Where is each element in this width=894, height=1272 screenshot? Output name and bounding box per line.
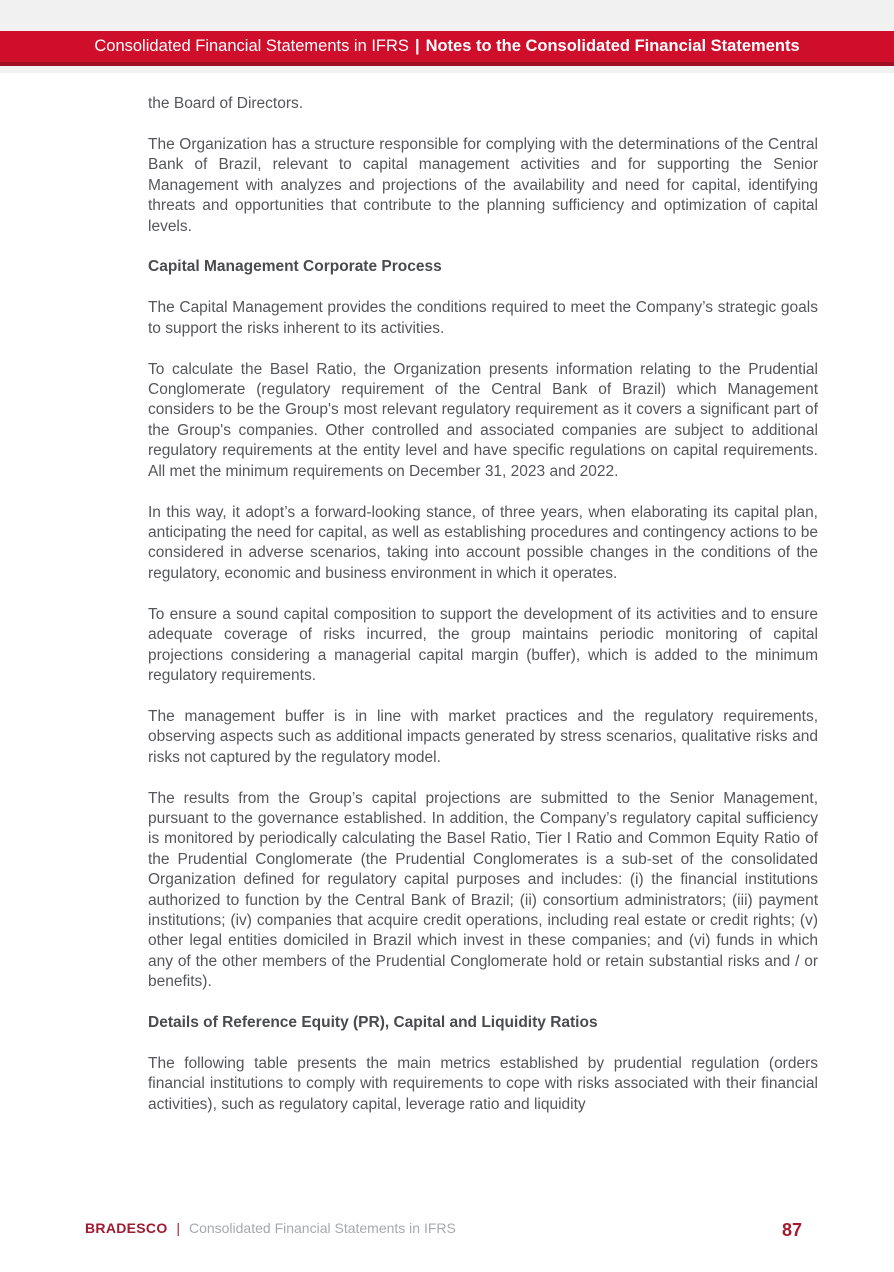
brand-name: BRADESCO: [85, 1220, 168, 1236]
paragraph-board-of-directors: the Board of Directors.: [148, 95, 304, 112]
paragraph-forward-looking-stance: In this way, it adopt’s a forward-looking stance, of three years, when elaborating its capital plan, anticipating the need for capital, as well as establishing procedures and contingency actions to be considered in adverse scenarios, taking into account possible changes in the conditions of the regulatory, economic and business environment in which it operates.: [148, 503, 818, 582]
paragraph-organization-structure: The Organization has a structure responsible for complying with the determinations of the Central Bank of Brazil, relevant to capital management activities and for supporting the Senior Management with analyzes and projections of the availability and need for capital, identifying threats and opportunities that contribute to the planning sufficiency and optimization of capital levels.: [148, 135, 818, 235]
paragraph-following-table: The following table presents the main metrics established by prudential regulation (orders financial institutions to comply with requirements to cope with risks associated with their financial activities), such as regulatory capital, leverage ratio and liquidity: [148, 1055, 818, 1113]
section-heading-reference-equity: Details of Reference Equity (PR), Capital and Liquidity Ratios: [148, 1014, 598, 1032]
page-footer: [0, 1208, 894, 1272]
page-header-banner: [0, 31, 894, 66]
header-title-bold: Notes to the Consolidated Financial Statements: [425, 37, 800, 55]
header-title-regular: Consolidated Financial Statements in IFRS: [94, 37, 409, 55]
document-body: [0, 73, 894, 1115]
paragraph-basel-ratio: To calculate the Basel Ratio, the Organization presents information relating to the Prudential Conglomerate (regulatory requirement of the Central Bank of Brazil) which Management considers to be the Group's most relevant regulatory requirement as it covers a significant part of the Group's companies. Other controlled and associated companies are subject to additional regulatory requirements at the entity level and have specific regulations on capital requirements. All met the minimum requirements on December 31, 2023 and 2022.: [148, 360, 818, 480]
top-margin-strip: [0, 0, 894, 31]
footer-separator: |: [176, 1220, 181, 1236]
paragraph-management-buffer: The management buffer is in line with market practices and the regulatory requirements, observing aspects such as additional impacts generated by stress scenarios, qualitative risks and risks not captured by the regulatory model.: [148, 707, 818, 766]
section-heading-capital-management: Capital Management Corporate Process: [148, 258, 442, 276]
header-title-separator: |: [414, 37, 420, 55]
page-number: 87: [781, 1220, 802, 1240]
paragraph-sound-capital-composition: To ensure a sound capital composition to support the development of its activities and to ensure adequate coverage of risks incurred, the group maintains periodic monitoring of capital projections considering a managerial capital margin (buffer), which is added to the minimum regulatory requirements.: [148, 605, 818, 684]
paragraph-capital-management-provides: The Capital Management provides the conditions required to meet the Company’s strategic goals to support the risks inherent to its activities.: [148, 299, 818, 337]
below-banner-strip: [0, 66, 894, 73]
footer-left: [85, 1220, 456, 1236]
paragraph-capital-projections-results: The results from the Group’s capital projections are submitted to the Senior Management, pursuant to the governance established. In addition, the Company’s regulatory capital sufficiency is monitored by periodically calculating the Basel Ratio, Tier I Ratio and Common Equity Ratio of the Prudential Conglomerate (the Prudential Conglomerates is a sub-set of the consolidated Organization defined for regulatory capital purposes and includes: (i) the financial institutions authorized to function by the Central Bank of Brazil; (ii) consortium administrators; (iii) payment institutions; (iv) companies that acquire credit operations, including real estate or credit rights; (v) other legal entities domiciled in Brazil which invest in these companies; and (vi) funds in which any of the other members of the Prudential Conglomerate hold or retain substantial risks and / or benefits).: [148, 789, 818, 991]
footer-document-label: Consolidated Financial Statements in IFRS: [188, 1220, 456, 1236]
